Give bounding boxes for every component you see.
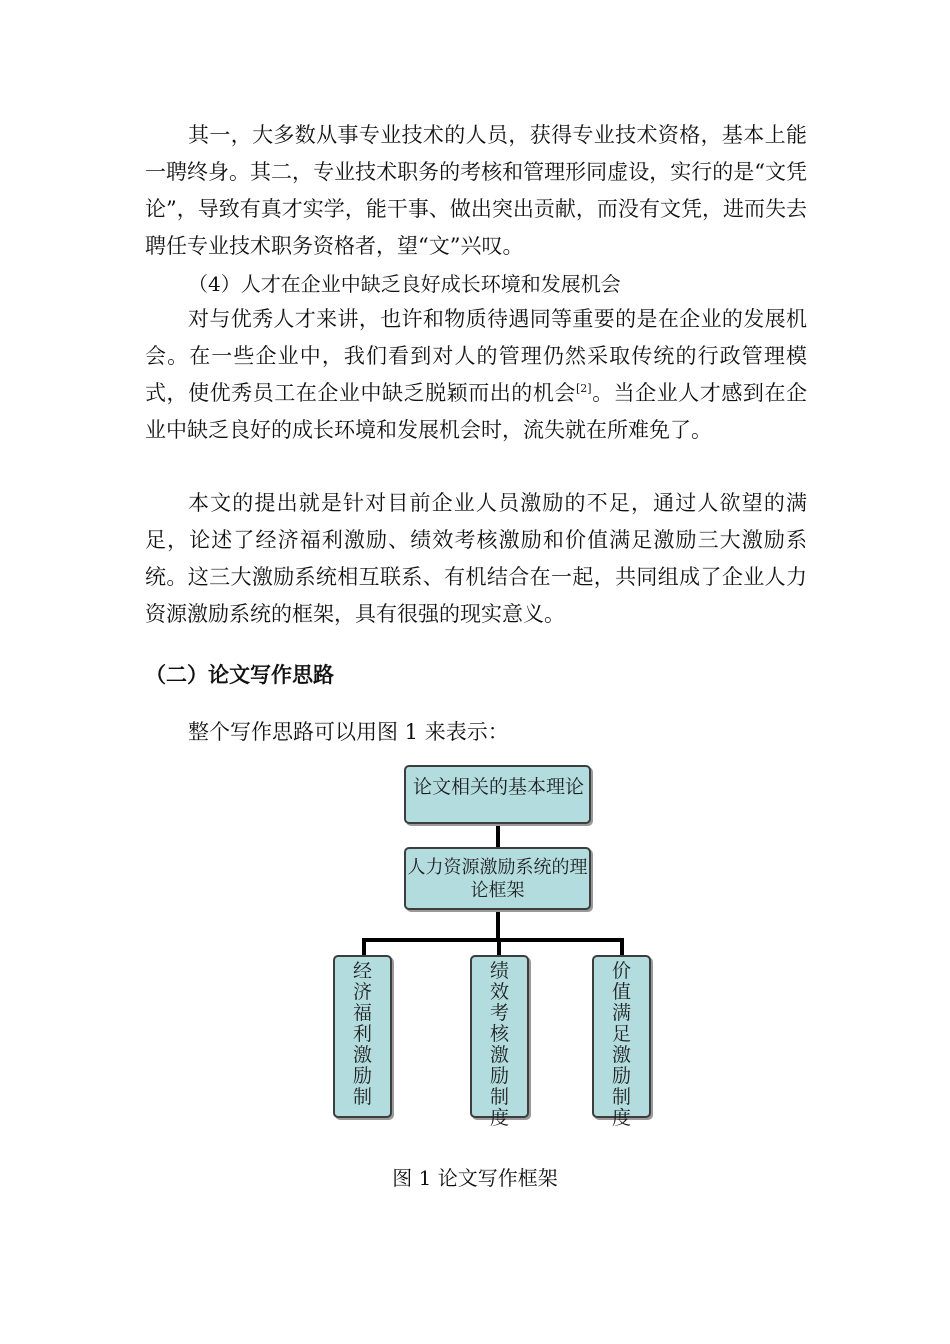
connector-horizontal <box>362 938 624 942</box>
diagram-box-right <box>592 955 651 1129</box>
paragraph-3-part-a: 对与优秀人才来讲，也许和物质待遇同等重要的是在企业的发展机会。在一些企业中，我们看到对人的管理仍然采取传统的行政管理模式，使优秀员工在企业中缺乏脱颖而出的机会 <box>145 307 807 405</box>
citation-ref[interactable]: [2] <box>575 382 592 395</box>
connector-right <box>620 938 624 955</box>
diagram-box-center <box>470 955 529 1129</box>
connector-mid-branch <box>496 910 500 940</box>
paragraph-3 <box>145 301 807 449</box>
diagram-box-middle: 人力资源激励系统的理论框架 <box>404 847 591 910</box>
connector-center <box>497 938 501 955</box>
connector-left <box>362 938 366 955</box>
section-heading: （二）论文写作思路 <box>145 663 334 687</box>
paragraph-3-part-b: 。当企业人才感到在企业中缺乏良好的成长环境和发展机会时，流失就在所难免了。 <box>145 381 807 442</box>
paragraph-1: 其一，大多数从事专业技术的人员，获得专业技术资格，基本上能一聘终身。其二，专业技术职务的考核和管理形同虚设，实行的是“文凭论”，导致有真才实学，能干事、做出突出贡献，而没有文凭，进而失去聘任专业技术职务资格者，望“文”兴叹。 <box>145 123 807 258</box>
diagram-box-left-label: 经济福利激励制 <box>352 960 372 1108</box>
section-intro: 整个写作思路可以用图 1 来表示： <box>188 720 509 744</box>
diagram-box-top: 论文相关的基本理论 <box>404 765 591 824</box>
diagram-box-left <box>333 955 392 1118</box>
connector-top-mid <box>496 824 500 847</box>
figure-caption: 图 1 论文写作框架 <box>392 1166 558 1190</box>
diagram-box-center-label: 绩效考核激励制度 <box>489 960 509 1129</box>
subheading-4: （4）人才在企业中缺乏良好成长环境和发展机会 <box>188 272 621 296</box>
paragraph-4: 本文的提出就是针对目前企业人员激励的不足，通过人欲望的满足，论述了经济福利激励、绩效考核激励和价值满足激励三大激励系统。这三大激励系统相互联系、有机结合在一起，共同组成了企业人力资源激励系统的框架，具有很强的现实意义。 <box>145 491 807 626</box>
diagram-box-right-label: 价值满足激励制度 <box>611 960 631 1129</box>
